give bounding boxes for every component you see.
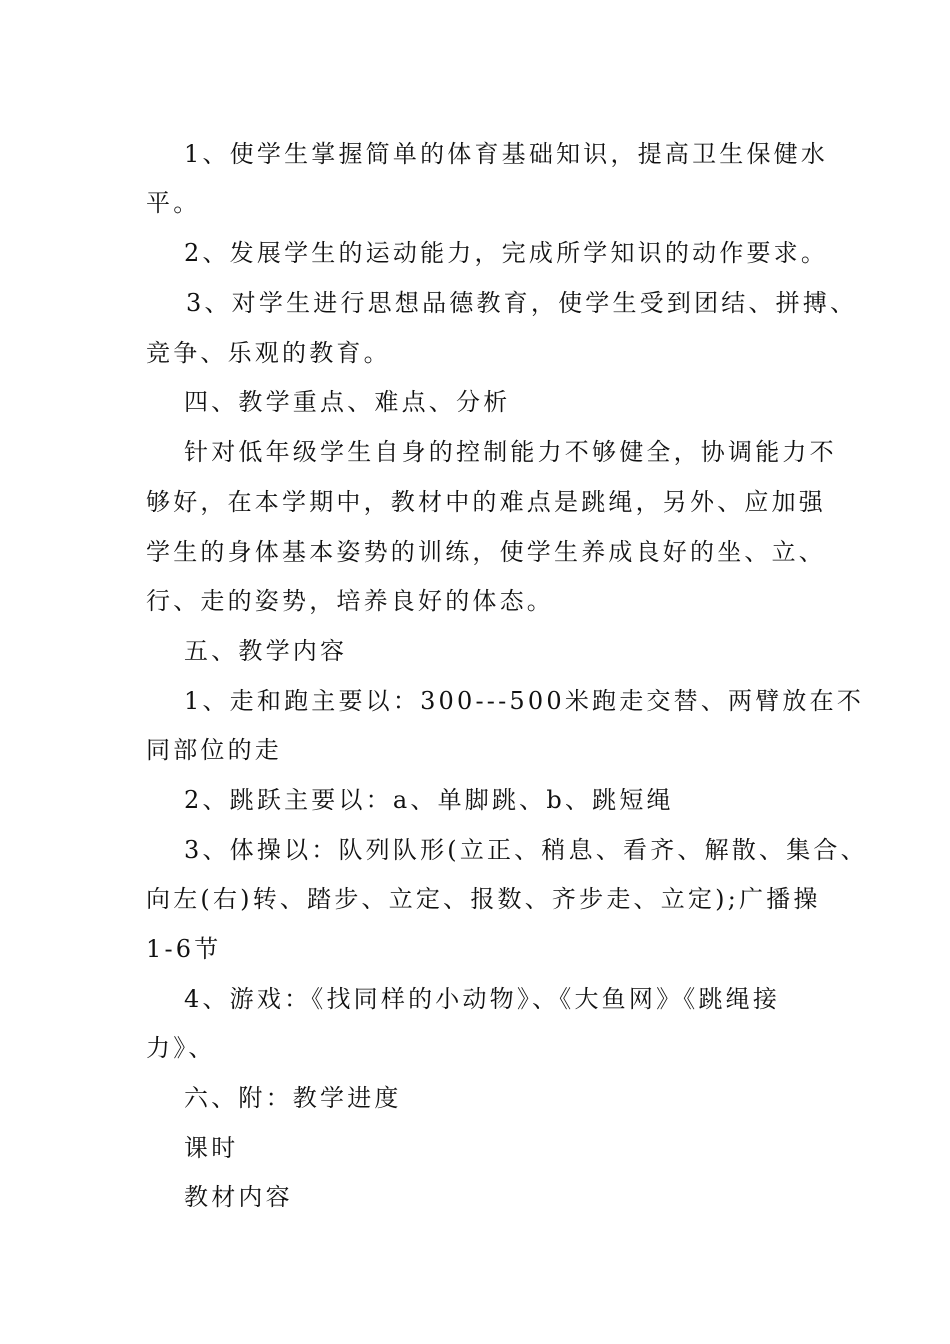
goal-1-line-2: 平。 (146, 189, 201, 217)
schedule-label-class-hours: 课时 (184, 1134, 239, 1162)
section-4-paragraph-line-3: 学生的身体基本姿势的训练，使学生养成良好的坐、立、 (146, 538, 826, 566)
content-1-line-1: 1、走和跑主要以：300---500米跑走交替、两臂放在不 (184, 687, 865, 715)
section-4-paragraph-line-2: 够好，在本学期中，教材中的难点是跳绳，另外、应加强 (146, 488, 826, 516)
goal-3-line-2: 竞争、乐观的教育。 (146, 339, 391, 367)
schedule-label-content: 教材内容 (184, 1183, 293, 1211)
content-1-line-2: 同部位的走 (146, 736, 282, 764)
section-6-heading: 六、附：教学进度 (184, 1084, 402, 1112)
section-4-paragraph-line-1: 针对低年级学生自身的控制能力不够健全，协调能力不 (184, 438, 837, 466)
section-5-heading: 五、教学内容 (184, 637, 348, 665)
content-4-line-1: 4、游戏：《找同样的小动物》、《大鱼网》《跳绳接 (184, 985, 781, 1013)
goal-1-line-1: 1、使学生掌握简单的体育基础知识，提高卫生保健水 (184, 140, 829, 168)
content-3-line-2: 向左(右)转、踏步、立定、报数、齐步走、立定);广播操 (146, 885, 821, 913)
content-3-line-3: 1-6节 (146, 935, 222, 963)
section-4-heading: 四、教学重点、难点、分析 (184, 388, 511, 416)
content-3-line-1: 3、体操以：队列队形(立正、稍息、看齐、解散、集合、 (184, 836, 868, 864)
content-2: 2、跳跃主要以：a、单脚跳、b、跳短绳 (184, 786, 674, 814)
section-4-paragraph-line-4: 行、走的姿势，培养良好的体态。 (146, 587, 554, 615)
goal-3-line-1: 3、对学生进行思想品德教育，使学生受到团结、拼搏、 (186, 289, 858, 317)
goal-2: 2、发展学生的运动能力，完成所学知识的动作要求。 (184, 239, 829, 267)
content-4-line-2: 力》、 (146, 1034, 216, 1062)
